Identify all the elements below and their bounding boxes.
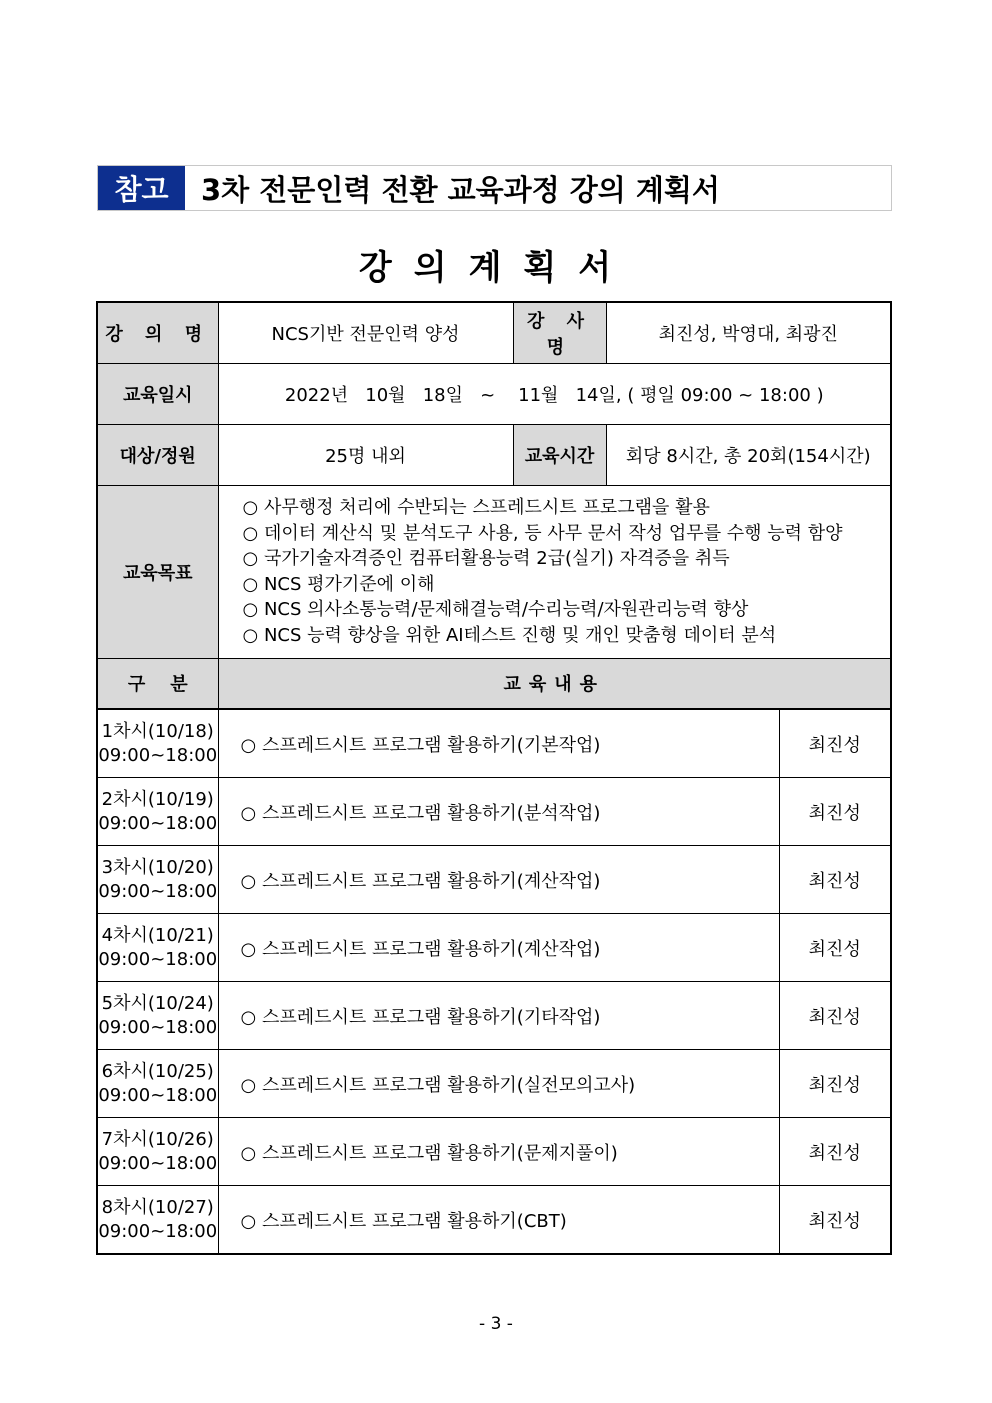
goals-label: 교육목표 (97, 485, 218, 658)
session-instructor: 최진성 (779, 1050, 891, 1118)
session-when: 1차시(10/18) 09:00~18:00 (97, 709, 218, 778)
session-content: ○ 스프레드시트 프로그램 활용하기(계산작업) (218, 846, 779, 914)
session-content: ○ 스프레드시트 프로그램 활용하기(분석작업) (218, 778, 779, 846)
session-when: 2차시(10/19) 09:00~18:00 (97, 778, 218, 846)
page-number: - 3 - (479, 1314, 513, 1334)
goals-row (97, 485, 891, 658)
course-value: NCS기반 전문인력 양성 (218, 302, 513, 363)
reference-tag: 참고 (98, 166, 185, 210)
session-content: ○ 스프레드시트 프로그램 활용하기(실전모의고사) (218, 1050, 779, 1118)
date-row (97, 363, 891, 424)
session-content: ○ 스프레드시트 프로그램 활용하기(문제지풀이) (218, 1118, 779, 1186)
session-content: ○ 스프레드시트 프로그램 활용하기(CBT) (218, 1186, 779, 1255)
date-value: 2022년 10월 18일 ~ 11월 14일, ( 평일 09:00 ~ 18:00 ) (218, 363, 891, 424)
instructor-value: 최진성, 박영대, 최광진 (606, 302, 891, 363)
session-row (97, 846, 891, 914)
session-when: 6차시(10/25) 09:00~18:00 (97, 1050, 218, 1118)
session-instructor: 최진성 (779, 709, 891, 778)
session-content: ○ 스프레드시트 프로그램 활용하기(계산작업) (218, 914, 779, 982)
session-instructor: 최진성 (779, 982, 891, 1050)
goal-item: ○ 국가기술자격증인 컴퓨터활용능력 2급(실기) 자격증을 취득 (243, 546, 891, 572)
instructor-label: 강 사 명 (513, 302, 606, 363)
target-label: 대상/정원 (97, 424, 218, 485)
target-row (97, 424, 891, 485)
session-row (97, 1186, 891, 1255)
content-header-row (97, 658, 891, 709)
target-value: 25명 내외 (218, 424, 513, 485)
session-content: ○ 스프레드시트 프로그램 활용하기(기본작업) (218, 709, 779, 778)
course-row (97, 302, 891, 363)
course-label: 강 의 명 (97, 302, 218, 363)
session-row (97, 1050, 891, 1118)
session-when: 4차시(10/21) 09:00~18:00 (97, 914, 218, 982)
session-row (97, 982, 891, 1050)
session-row (97, 778, 891, 846)
content-label: 교육내용 (218, 658, 891, 709)
session-row (97, 914, 891, 982)
document-title: 강의계획서 (358, 248, 634, 288)
goal-item: ○ NCS 의사소통능력/문제해결능력/수리능력/자원관리능력 향상 (243, 597, 891, 623)
goals-list (218, 485, 891, 658)
goal-item: ○ NCS 능력 향상을 위한 AI테스트 진행 및 개인 맞춤형 데이터 분석 (243, 623, 891, 649)
hours-label: 교육시간 (513, 424, 606, 485)
session-when: 8차시(10/27) 09:00~18:00 (97, 1186, 218, 1255)
session-when: 7차시(10/26) 09:00~18:00 (97, 1118, 218, 1186)
reference-header (97, 165, 892, 211)
session-when: 5차시(10/24) 09:00~18:00 (97, 982, 218, 1050)
session-instructor: 최진성 (779, 1118, 891, 1186)
session-row (97, 1118, 891, 1186)
session-instructor: 최진성 (779, 1186, 891, 1255)
session-instructor: 최진성 (779, 846, 891, 914)
reference-title: 3차 전문인력 전환 교육과정 강의 계획서 (201, 172, 720, 207)
session-instructor: 최진성 (779, 778, 891, 846)
session-row (97, 709, 891, 778)
session-when: 3차시(10/20) 09:00~18:00 (97, 846, 218, 914)
date-label: 교육일시 (97, 363, 218, 424)
goal-item: ○ 사무행정 처리에 수반되는 스프레드시트 프로그램을 활용 (243, 495, 891, 521)
lecture-plan-table (96, 301, 892, 1255)
session-content: ○ 스프레드시트 프로그램 활용하기(기타작업) (218, 982, 779, 1050)
division-label: 구 분 (97, 658, 218, 709)
hours-value: 회당 8시간, 총 20회(154시간) (606, 424, 891, 485)
goal-item: ○ 데이터 계산식 및 분석도구 사용, 등 사무 문서 작성 업무를 수행 능력 함양 (243, 521, 891, 547)
session-instructor: 최진성 (779, 914, 891, 982)
goal-item: ○ NCS 평가기준에 이해 (243, 572, 891, 598)
